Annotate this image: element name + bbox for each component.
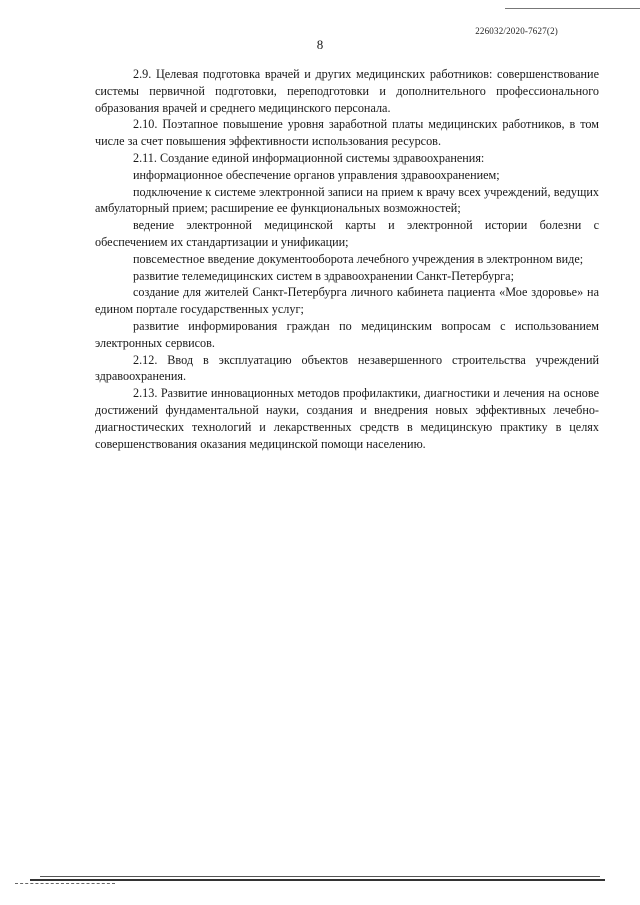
list-item-telemedicine: развитие телемедицинских систем в здравоохранении Санкт-Петербурга;: [133, 268, 514, 283]
paragraph-2-10: 2.10. Поэтапное повышение уровня заработной платы медицинских работников, в том числе за счет повышения эффективности использования ресурсов.: [95, 117, 599, 149]
scan-bottom-artifact: [0, 875, 640, 887]
list-item-e-services: развитие информирования граждан по медицинским вопросам с использованием электронных сервисов.: [95, 318, 599, 350]
document-id: 226032/2020-7627(2): [475, 26, 558, 36]
list-item-e-document-flow: повсеместное введение документооборота лечебного учреждения в электронном виде;: [133, 251, 584, 266]
paragraph-2-13: 2.13. Развитие инновационных методов профилактики, диагностики и лечения на основе достижений фундаментальной науки, создания и внедрения новых эффективных лечебно-диагностических технологий и лекарственных средств в медицинскую практику в целях совершенствования оказания медицинской помощи населению.: [95, 386, 599, 451]
paragraph-2-12: 2.12. Ввод в эксплуатацию объектов незавершенного строительства учреждений здравоохранения.: [95, 352, 599, 384]
paragraph-2-11: 2.11. Создание единой информационной системы здравоохранения:: [133, 150, 485, 165]
paragraph-2-9: 2.9. Целевая подготовка врачей и других медицинских работников: совершенствование системы первичной подготовки, переподготовки и дополнительного профессионального образования врачей и среднего медицинского персонала.: [95, 67, 599, 115]
list-item-e-medical-card: ведение электронной медицинской карты и электронной истории болезни с обеспечением их стандартизации и унификации;: [95, 218, 599, 249]
document-body: [95, 66, 599, 452]
list-item-e-registration: подключение к системе электронной записи на прием к врачу всех учреждений, ведущих амбулаторный прием; расширение ее функциональных возможностей;: [95, 184, 599, 216]
page-number: 8: [316, 37, 324, 52]
list-item-patient-account: создание для жителей Санкт-Петербурга личного кабинета пациента «Мое здоровье» на едином портале государственных услуг;: [95, 285, 599, 317]
scan-top-rule: [505, 8, 640, 9]
list-item-info-support: информационное обеспечение органов управления здравоохранением;: [133, 167, 500, 182]
